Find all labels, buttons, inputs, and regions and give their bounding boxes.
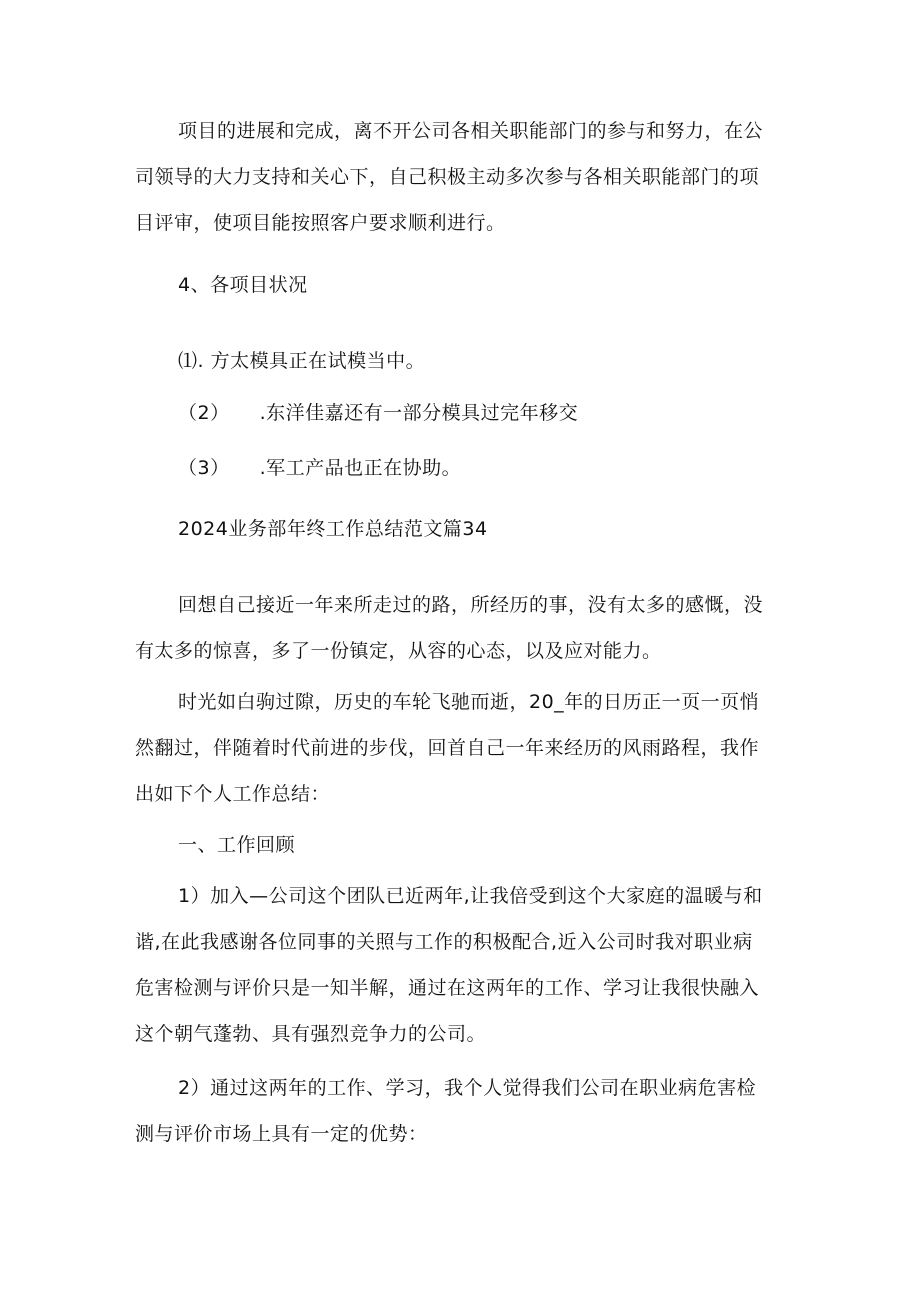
section-heading-project-status: 4、各项目状况: [178, 274, 308, 296]
paragraph-line: 谐,在此我感谢各位同事的关照与工作的积极配合,近入公司时我对职业病: [135, 931, 753, 953]
paragraph-line: 回想自己接近一年来所走过的路，所经历的事，没有太多的感慨，没: [178, 594, 764, 616]
paragraph-line: 危害检测与评价只是一知半解，通过在这两年的工作、学习让我很快融入: [135, 977, 760, 999]
paragraph-line: 项目的进展和完成，离不开公司各相关职能部门的参与和努力，在公: [178, 120, 764, 142]
paragraph-review-2: [135, 1065, 795, 1157]
paragraph-line: 测与评价市场上具有一定的优势：: [135, 1123, 428, 1145]
paragraph-line: 时光如白驹过隙，历史的车轮飞驰而逝，20_年的日历正一页一页悄: [178, 691, 760, 713]
list-item-2: [178, 390, 578, 436]
paragraph-line: 目评审，使项目能按照客户要求顺利进行。: [135, 212, 506, 234]
section-heading-work-review: 一、工作回顾: [178, 834, 296, 856]
paragraph-line: 1）加入—公司这个团队已近两年,让我倍受到这个大家庭的温暖与和: [178, 885, 763, 907]
paragraph-line: 这个朝气蓬勃、具有强烈竞争力的公司。: [135, 1023, 487, 1045]
list-item-number: （2）: [178, 402, 230, 424]
paragraph-line: 有太多的惊喜，多了一份镇定，从容的心态，以及应对能力。: [135, 640, 662, 662]
list-item-text: .军工产品也正在协助。: [259, 457, 462, 479]
paragraph-project-progress: [135, 108, 795, 246]
list-item-1: ⑴. 方太模具正在试模当中。: [178, 350, 426, 372]
paragraph-line: 然翻过，伴随着时代前进的步伐，回首自己一年来经历的风雨路程，我作: [135, 737, 760, 759]
paragraph-review-1: [135, 873, 795, 1057]
article-title: 2024业务部年终工作总结范文篇34: [178, 518, 488, 540]
paragraph-reflection: [135, 582, 795, 674]
list-item-3: [178, 445, 461, 491]
paragraph-line: 出如下个人工作总结：: [135, 783, 331, 805]
paragraph-line: 2）通过这两年的工作、学习，我个人觉得我们公司在职业病危害检: [178, 1077, 757, 1099]
paragraph-line: 司领导的大力支持和关心下，自己积极主动多次参与各相关职能部门的项: [135, 166, 760, 188]
paragraph-time-flies: [135, 679, 795, 817]
list-item-text: .东洋佳嘉还有一部分模具过完年移交: [259, 402, 579, 424]
list-item-number: （3）: [178, 457, 230, 479]
